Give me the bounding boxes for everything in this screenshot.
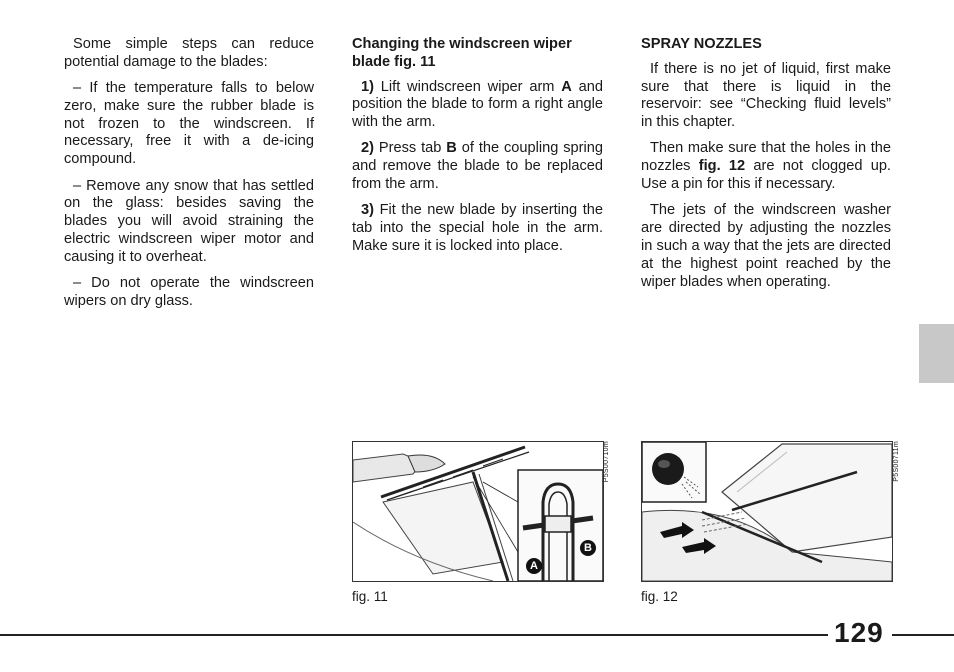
section-heading: Changing the windscreen wiper blade fig. 11	[352, 36, 572, 70]
step-3	[352, 202, 603, 255]
callout-letter: A	[561, 78, 572, 95]
callout-letter: B	[446, 140, 457, 157]
page-number: 129	[834, 617, 884, 648]
callout-b: B	[580, 540, 596, 556]
step-text: Fit the new blade by inserting the tab into the special hole in the arm. Make sure it is locked into place.	[352, 202, 604, 254]
step-number: 2)	[361, 140, 374, 157]
text-column-1	[64, 36, 314, 319]
step-text: Lift windscreen wiper arm	[380, 78, 555, 95]
step-text: of the coupling spring and remove the blade to be replaced from the arm.	[352, 140, 604, 193]
step-1	[352, 79, 603, 132]
paragraph-text: are not clogged up. Use a pin for this if necessary.	[641, 158, 891, 193]
step-number: 3)	[361, 202, 374, 219]
wiper-blade-illustration	[353, 442, 603, 581]
paragraph	[641, 140, 891, 193]
paragraph-text: Then make sure that the holes in the nozzles	[641, 140, 891, 175]
figure-caption: fig. 12	[641, 589, 678, 604]
figure-11-illustration	[352, 441, 604, 582]
paragraph: – Remove any snow that has settled on the glass: besides saving the blades you will avoid straining the electric windscreen wiper motor and causing it to overheat.	[64, 177, 314, 265]
paragraph: If there is no jet of liquid, first make sure that there is liquid in the reservoir: see “Checking fluid levels” in this chapter.	[641, 60, 891, 131]
step-text: and position the blade to form a right angle with the arm.	[352, 78, 603, 131]
figure-code: P5S00711m	[893, 441, 900, 482]
figure-caption: fig. 11	[352, 589, 388, 604]
text-column-3	[641, 36, 891, 300]
section-thumb-tab	[919, 324, 954, 383]
figure-12-illustration	[641, 441, 893, 582]
figure-code: P5S00710m	[603, 441, 610, 483]
footer-rule	[0, 634, 828, 636]
figure-reference: fig. 12	[698, 158, 746, 175]
step-number: 1)	[361, 78, 374, 95]
paragraph: Some simple steps can reduce potential damage to the blades:	[64, 36, 314, 70]
callout-a: A	[526, 558, 542, 574]
text-column-2	[352, 36, 603, 264]
spray-nozzle-illustration	[642, 442, 892, 581]
paragraph: – Do not operate the windscreen wipers on dry glass.	[64, 275, 314, 309]
paragraph: – If the temperature falls to below zero, make sure the rubber blade is not frozen to the windscreen. If necessary, free it with a de-icing compound.	[64, 80, 314, 168]
footer-rule	[892, 634, 954, 636]
section-heading: SPRAY NOZZLES	[641, 36, 762, 52]
step-2	[352, 140, 603, 193]
step-text: Press tab	[378, 140, 442, 157]
paragraph: The jets of the windscreen washer are directed by adjusting the nozzles in such a way that the jets are directed at the highest point reached by the wiper blades when operating.	[641, 202, 891, 290]
